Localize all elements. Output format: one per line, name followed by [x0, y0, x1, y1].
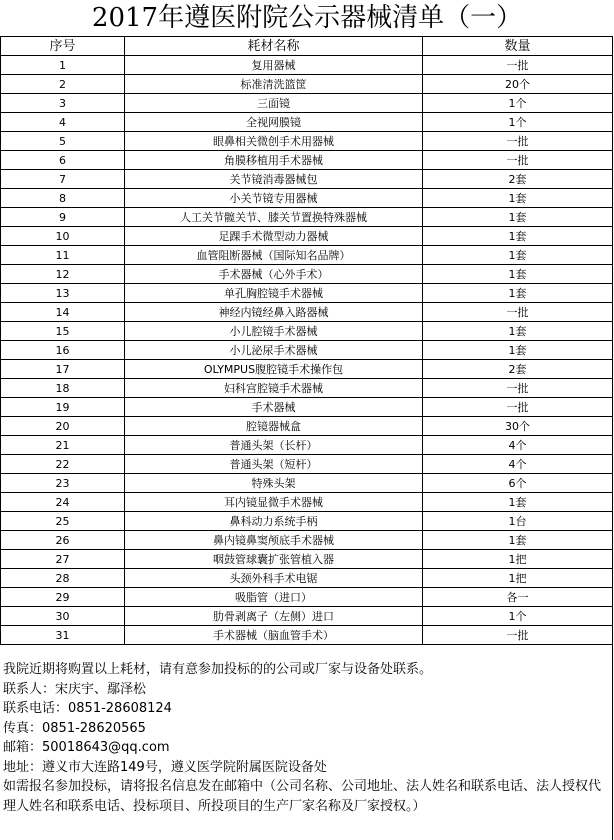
contact-email: 邮箱：50018643@qq.com [3, 740, 170, 755]
table-row [1, 607, 613, 626]
item-quantity: 1台 [423, 512, 613, 531]
item-name: 腔镜器械盒 [125, 417, 423, 436]
contact-phone: 联系电话：0851-28608124 [3, 701, 172, 716]
item-name: 咽鼓管球囊扩张管植入器 [125, 550, 423, 569]
column-header-quantity: 数量 [423, 37, 613, 56]
item-quantity: 2套 [423, 360, 613, 379]
registration-requirement: 如需报名参加投标，请将报名信息发在邮箱中（公司名称、公司地址、法人姓名和联系电话、法人授权代理人姓名和联系电话、投标项目、所投项目的生产厂家名称及厂家授权。） [3, 779, 602, 814]
row-number: 28 [1, 569, 125, 588]
item-name: 头颈外科手术电锯 [125, 569, 423, 588]
item-quantity: 1个 [423, 607, 613, 626]
item-name: 全视网膜镜 [125, 113, 423, 132]
item-quantity: 一批 [423, 379, 613, 398]
table-row [1, 474, 613, 493]
table-row [1, 151, 613, 170]
row-number: 30 [1, 607, 125, 626]
notice-section [3, 660, 609, 816]
item-quantity: 4个 [423, 455, 613, 474]
row-number: 2 [1, 75, 125, 94]
table-row [1, 626, 613, 645]
item-name: 手术器械 [125, 398, 423, 417]
item-quantity: 30个 [423, 417, 613, 436]
item-name: 关节镜消毒器械包 [125, 170, 423, 189]
item-quantity: 1套 [423, 493, 613, 512]
row-number: 22 [1, 455, 125, 474]
item-quantity: 一批 [423, 151, 613, 170]
item-quantity: 1套 [423, 322, 613, 341]
table-row [1, 303, 613, 322]
row-number: 8 [1, 189, 125, 208]
item-name: 妇科宫腔镜手术器械 [125, 379, 423, 398]
item-quantity: 一批 [423, 303, 613, 322]
row-number: 15 [1, 322, 125, 341]
table-row [1, 322, 613, 341]
row-number: 6 [1, 151, 125, 170]
item-name: 血管阻断器械（国际知名品牌） [125, 246, 423, 265]
item-quantity: 一批 [423, 56, 613, 75]
table-row [1, 569, 613, 588]
table-row [1, 284, 613, 303]
row-number: 3 [1, 94, 125, 113]
item-quantity: 1套 [423, 341, 613, 360]
row-number: 18 [1, 379, 125, 398]
item-name: 眼鼻相关微创手术用器械 [125, 132, 423, 151]
item-quantity: 1个 [423, 113, 613, 132]
item-name: 普通头架（长杆） [125, 436, 423, 455]
item-quantity: 20个 [423, 75, 613, 94]
table-row [1, 512, 613, 531]
row-number: 31 [1, 626, 125, 645]
item-name: 标准清洗篮筐 [125, 75, 423, 94]
item-name: 足踝手术微型动力器械 [125, 227, 423, 246]
table-row [1, 113, 613, 132]
table-row [1, 550, 613, 569]
item-quantity: 6个 [423, 474, 613, 493]
item-quantity: 1套 [423, 208, 613, 227]
table-row [1, 208, 613, 227]
item-name: 普通头架（短杆） [125, 455, 423, 474]
contact-address: 地址：遵义市大连路149号，遵义医学院附属医院设备处 [3, 759, 327, 775]
page-title: 2017年遵医附院公示器械清单（一） [91, 3, 523, 33]
item-name: 人工关节髋关节、膝关节置换特殊器械 [125, 208, 423, 227]
item-name: 特殊头架 [125, 474, 423, 493]
item-name: 复用器械 [125, 56, 423, 75]
row-number: 16 [1, 341, 125, 360]
notice-intro: 我院近期将购置以上耗材，请有意参加投标的的公司或厂家与设备处联系。 [3, 662, 433, 677]
table-row [1, 588, 613, 607]
item-quantity: 1套 [423, 531, 613, 550]
contact-person: 联系人：宋庆宇、鄢泽松 [3, 681, 147, 697]
row-number: 12 [1, 265, 125, 284]
item-quantity: 1套 [423, 227, 613, 246]
item-name: 小儿泌尿手术器械 [125, 341, 423, 360]
table-row [1, 189, 613, 208]
row-number: 20 [1, 417, 125, 436]
table-row [1, 227, 613, 246]
table-row [1, 360, 613, 379]
row-number: 10 [1, 227, 125, 246]
item-name: 三面镜 [125, 94, 423, 113]
table-row [1, 531, 613, 550]
item-quantity: 1套 [423, 189, 613, 208]
item-name: 单孔胸腔镜手术器械 [125, 284, 423, 303]
row-number: 19 [1, 398, 125, 417]
item-quantity: 1个 [423, 94, 613, 113]
table-row [1, 493, 613, 512]
row-number: 25 [1, 512, 125, 531]
table-row [1, 398, 613, 417]
row-number: 23 [1, 474, 125, 493]
item-name: 手术器械（心外手术） [125, 265, 423, 284]
item-quantity: 一批 [423, 132, 613, 151]
item-name: 小儿腔镜手术器械 [125, 322, 423, 341]
item-quantity: 1套 [423, 265, 613, 284]
item-name: 角膜移植用手术器械 [125, 151, 423, 170]
row-number: 24 [1, 493, 125, 512]
row-number: 7 [1, 170, 125, 189]
table-row [1, 455, 613, 474]
item-quantity: 1套 [423, 284, 613, 303]
row-number: 1 [1, 56, 125, 75]
table-header-row [1, 37, 613, 56]
table-row [1, 170, 613, 189]
row-number: 4 [1, 113, 125, 132]
item-name: 手术器械（脑血管手术） [125, 626, 423, 645]
column-header-name: 耗材名称 [125, 37, 423, 56]
contact-fax: 传真：0851-28620565 [3, 720, 146, 736]
item-name: 小关节镜专用器械 [125, 189, 423, 208]
item-quantity: 各一 [423, 588, 613, 607]
row-number: 21 [1, 436, 125, 455]
row-number: 5 [1, 132, 125, 151]
row-number: 9 [1, 208, 125, 227]
table-row [1, 94, 613, 113]
item-quantity: 1把 [423, 569, 613, 588]
row-number: 14 [1, 303, 125, 322]
row-number: 11 [1, 246, 125, 265]
item-name: 耳内镜显微手术器械 [125, 493, 423, 512]
item-quantity: 4个 [423, 436, 613, 455]
table-row [1, 246, 613, 265]
table-row [1, 75, 613, 94]
row-number: 26 [1, 531, 125, 550]
table-row [1, 417, 613, 436]
table-row [1, 132, 613, 151]
column-header-number: 序号 [1, 37, 125, 56]
table-row [1, 379, 613, 398]
item-quantity: 一批 [423, 626, 613, 645]
table-row [1, 265, 613, 284]
item-name: 肋骨剥离子（左侧）进口 [125, 607, 423, 626]
item-quantity: 1套 [423, 246, 613, 265]
table-row [1, 436, 613, 455]
item-name: OLYMPUS腹腔镜手术操作包 [125, 360, 423, 379]
item-quantity: 2套 [423, 170, 613, 189]
item-name: 吸脂管（进口） [125, 588, 423, 607]
row-number: 13 [1, 284, 125, 303]
row-number: 27 [1, 550, 125, 569]
row-number: 29 [1, 588, 125, 607]
table-row [1, 341, 613, 360]
row-number: 17 [1, 360, 125, 379]
table-body [1, 56, 613, 645]
item-quantity: 一批 [423, 398, 613, 417]
item-name: 神经内镜经鼻入路器械 [125, 303, 423, 322]
item-name: 鼻科动力系统手柄 [125, 512, 423, 531]
item-name: 鼻内镜鼻窦颅底手术器械 [125, 531, 423, 550]
equipment-table [0, 36, 613, 645]
table-row [1, 56, 613, 75]
item-quantity: 1把 [423, 550, 613, 569]
notice-right-border [612, 645, 613, 840]
